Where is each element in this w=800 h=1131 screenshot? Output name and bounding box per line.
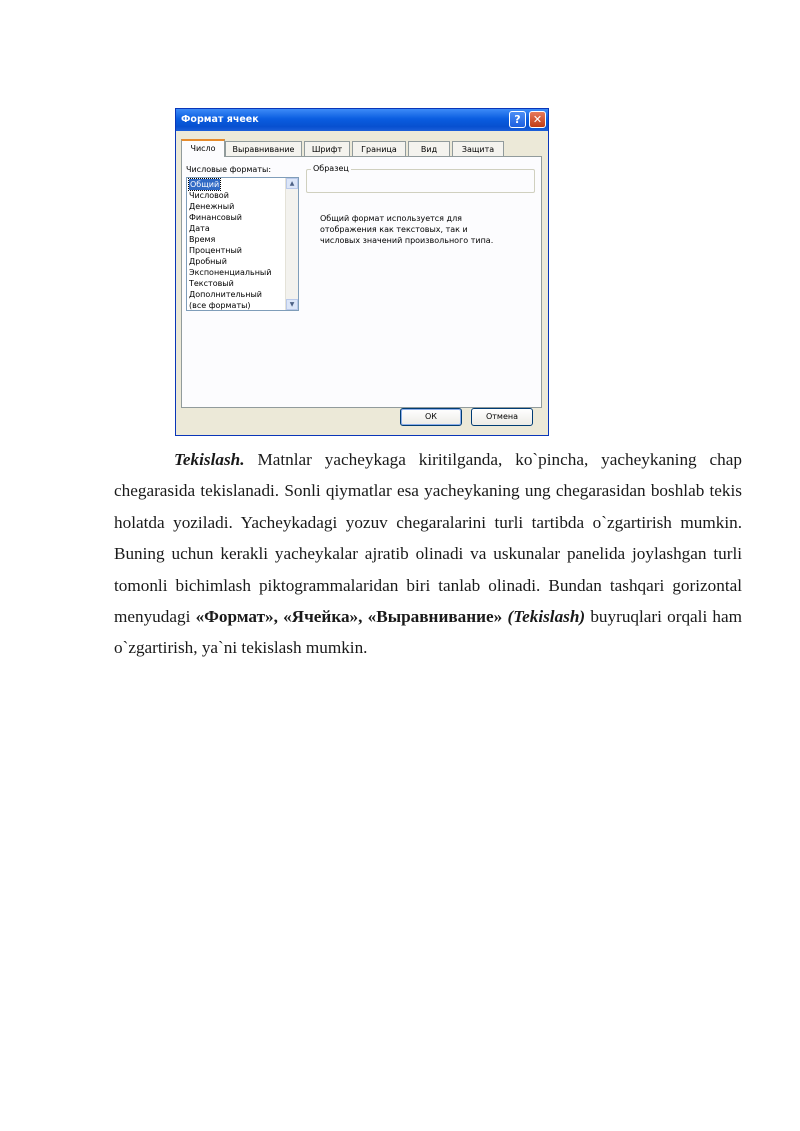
list-item[interactable]: Процентный	[189, 246, 242, 255]
list-scrollbar[interactable]	[285, 178, 298, 310]
paragraph-heading: Tekislash.	[174, 450, 245, 469]
menu-path: «Формат», «Ячейка», «Выравнивание»	[195, 607, 503, 627]
body-paragraph	[114, 444, 742, 664]
list-item[interactable]: Финансовый	[189, 213, 242, 222]
tab-border[interactable]: Граница	[352, 141, 406, 156]
formats-listbox[interactable]	[186, 177, 299, 311]
tab-view[interactable]: Вид	[408, 141, 450, 156]
dialog-title: Формат ячеек	[181, 114, 259, 125]
list-item[interactable]: Время	[189, 235, 216, 244]
list-item-general[interactable]: Общий	[190, 180, 220, 189]
tab-alignment[interactable]: Выравнивание	[225, 141, 302, 156]
list-item[interactable]: Дата	[189, 224, 210, 233]
cancel-button[interactable]: Отмена	[471, 408, 533, 426]
formats-label: Числовые форматы:	[186, 165, 272, 174]
scroll-down-arrow-icon[interactable]: ▼	[286, 299, 298, 310]
dialog-titlebar	[176, 109, 548, 131]
tab-font[interactable]: Шрифт	[304, 141, 350, 156]
help-button[interactable]: ?	[509, 111, 526, 128]
scroll-up-arrow-icon[interactable]: ▲	[286, 178, 298, 189]
format-cells-dialog	[175, 108, 549, 436]
paragraph-text: Matnlar yacheykaga kiritilganda, ko`pincha, yacheykaning chap chegarasida tekislanadi. Sonli qiymatlar esa yacheykaning ung chegarasidan boshlab tekis holatda yoziladi. Yacheykadagi yozuv chegaralarini turli tartibda o`zgartirish mumkin. Buning uchun kerakli yacheykalar ajratib olinadi va uskunalar panelida joylashgan turli tomonli bichimlash piktogrammalaridan biri tanlab olinadi. Bundan tashqari gorizontal menyudagi	[114, 450, 742, 627]
paragraph-text-end: buyruqlari orqali ham o`zgartirish, ya`ni tekislash mumkin.	[114, 607, 742, 658]
italic-term: (Tekislash)	[507, 607, 586, 627]
list-item[interactable]: Дополнительный	[189, 290, 262, 299]
list-item[interactable]: Денежный	[189, 202, 235, 211]
tab-number[interactable]: Число	[181, 139, 225, 157]
list-item[interactable]: Числовой	[189, 191, 229, 200]
sample-groupbox	[306, 164, 535, 193]
list-item[interactable]: Дробный	[189, 257, 227, 266]
list-item[interactable]: (все форматы)	[189, 301, 251, 310]
close-button[interactable]: ✕	[529, 111, 546, 128]
description-line: Общий формат используется для	[320, 214, 462, 223]
list-item[interactable]: Экспоненциальный	[189, 268, 272, 277]
ok-button[interactable]: ОК	[400, 408, 462, 426]
format-description	[320, 213, 520, 246]
description-line: числовых значений произвольного типа.	[320, 236, 494, 245]
sample-label: Образец	[313, 164, 349, 173]
description-line: отображения как текстовых, так и	[320, 225, 468, 234]
list-item[interactable]: Текстовый	[189, 279, 234, 288]
tab-protection[interactable]: Защита	[452, 141, 504, 156]
